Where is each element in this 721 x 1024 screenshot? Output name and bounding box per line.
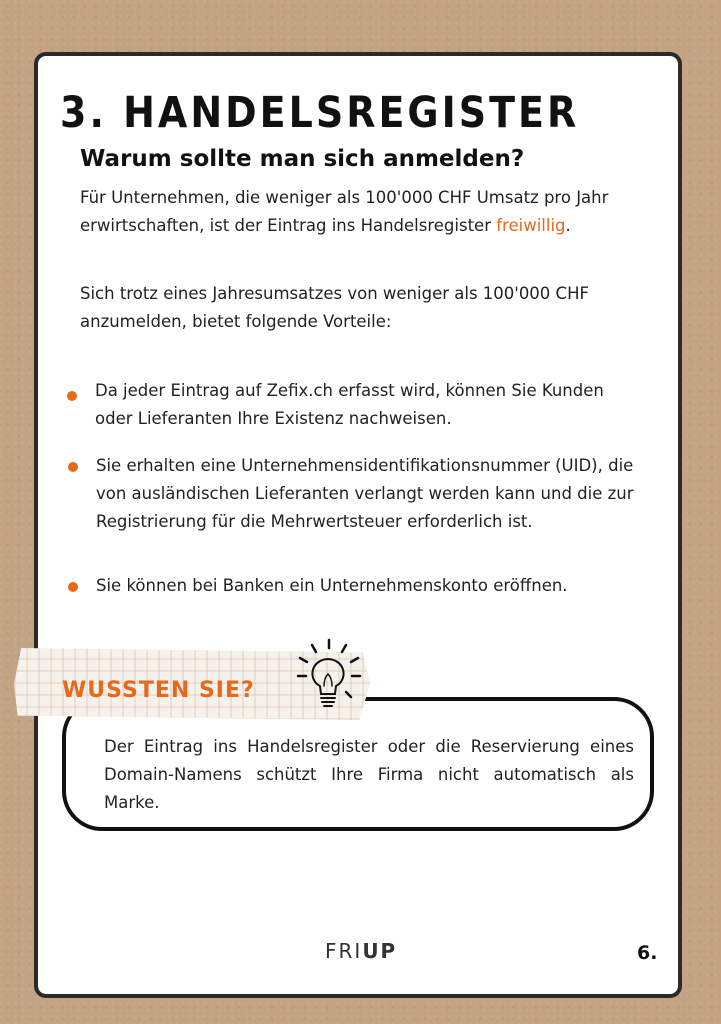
bullet-text: Da jeder Eintrag auf Zefix.ch erfasst wird, können Sie Kunden oder Lieferanten Ihre Existenz nachweisen. — [95, 381, 604, 428]
bullet-dot-icon — [68, 462, 78, 472]
bullet-dot-icon — [67, 391, 77, 401]
section-subtitle: Warum sollte man sich anmelden? — [80, 146, 525, 172]
bullet-text: Sie erhalten eine Unternehmensidentifikationsnummer (UID), die von ausländischen Lieferanten verlangt werden kann und die zur Registrierung für die Mehrwertsteuer erforderlich ist. — [96, 456, 634, 531]
lightbulb-icon — [294, 636, 364, 716]
benefits-intro: Sich trotz eines Jahresumsatzes von weniger als 100'000 CHF anzumelden, bietet folgende Vorteile: — [80, 284, 589, 331]
did-you-know-label: WUSSTEN SIE? — [62, 678, 255, 703]
page-title: 3. HANDELSREGISTER — [60, 88, 580, 138]
info-box-text: Der Eintrag ins Handelsregister oder die Reservierung eines Domain-Namens schützt Ihre Firma nicht automatisch als Marke. — [104, 737, 634, 812]
logo-part1: FRI — [325, 939, 363, 963]
bullet-text: Sie können bei Banken ein Unternehmenskonto eröffnen. — [96, 576, 568, 595]
highlight-freiwillig: freiwillig — [496, 216, 566, 235]
friup-logo — [325, 939, 397, 963]
bullet-dot-icon — [68, 582, 78, 592]
intro-paragraph — [80, 184, 650, 240]
page-number: 6. — [637, 942, 658, 964]
logo-part2: UP — [362, 939, 398, 963]
intro-end: . — [565, 216, 571, 235]
intro-text: Für Unternehmen, die weniger als 100'000 CHF Umsatz pro Jahr erwirtschaften, ist der Eintrag ins Handelsregister — [80, 188, 609, 235]
